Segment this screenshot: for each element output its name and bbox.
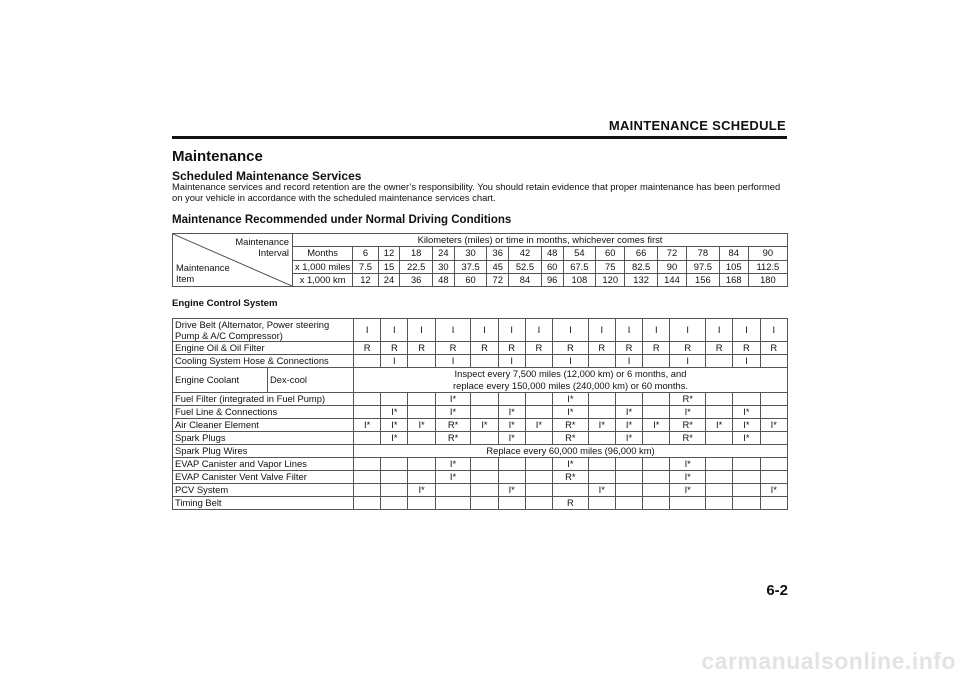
service-item-name: Fuel Line & Connections	[173, 406, 354, 419]
interval-cell: 97.5	[687, 260, 720, 273]
service-cell	[706, 458, 733, 471]
service-cell: I*	[498, 432, 525, 445]
service-table	[172, 318, 788, 510]
service-cell	[525, 406, 552, 419]
interval-cell: 45	[487, 260, 509, 273]
page-number: 6-2	[766, 582, 788, 599]
service-cell	[615, 497, 642, 510]
service-cell: R	[615, 342, 642, 355]
service-cell: I	[498, 319, 525, 342]
service-cell	[354, 432, 381, 445]
service-cell	[643, 355, 670, 368]
interval-cell: 48	[541, 247, 563, 260]
header-rule	[172, 136, 787, 139]
service-cell	[760, 432, 788, 445]
service-cell	[498, 471, 525, 484]
service-cell: I*	[615, 406, 642, 419]
service-cell: R	[471, 342, 498, 355]
service-cell	[525, 458, 552, 471]
corner-bottom-line1: Maintenance	[176, 262, 230, 273]
service-cell: R	[588, 342, 615, 355]
service-cell	[706, 497, 733, 510]
service-cell: I*	[760, 419, 788, 432]
service-item-name: Timing Belt	[173, 497, 354, 510]
service-cell	[588, 406, 615, 419]
service-cell	[471, 484, 498, 497]
service-cell	[471, 355, 498, 368]
coolant-type: Dex-cool	[268, 368, 354, 393]
interval-corner-cell	[173, 234, 293, 287]
service-cell	[408, 458, 435, 471]
service-cell	[381, 393, 408, 406]
interval-cell: 67.5	[563, 260, 596, 273]
service-cell	[525, 355, 552, 368]
corner-bottom-label	[176, 262, 230, 284]
service-cell: I*	[408, 419, 435, 432]
service-cell: I*	[760, 484, 788, 497]
section-header: MAINTENANCE SCHEDULE	[608, 118, 786, 133]
interval-cell: 78	[687, 247, 720, 260]
service-cell: I*	[525, 419, 552, 432]
interval-cell: 60	[454, 273, 487, 286]
interval-cell: 90	[657, 260, 686, 273]
service-item-name: Spark Plug Wires	[173, 445, 354, 458]
service-cell	[760, 458, 788, 471]
interval-cell: 75	[596, 260, 625, 273]
interval-cell: 37.5	[454, 260, 487, 273]
service-cell: I*	[408, 484, 435, 497]
interval-cell: 12	[353, 273, 378, 286]
service-cell: R	[381, 342, 408, 355]
interval-cell: 156	[687, 273, 720, 286]
service-cell: I	[615, 319, 642, 342]
table-title: Maintenance Recommended under Normal Driving Conditions	[172, 214, 512, 226]
service-cell	[643, 406, 670, 419]
service-cell	[733, 471, 760, 484]
service-cell	[588, 355, 615, 368]
service-item-name: Engine Coolant	[173, 368, 268, 393]
service-cell: R*	[435, 432, 471, 445]
service-cell	[525, 497, 552, 510]
service-cell: I*	[643, 419, 670, 432]
service-cell: R	[354, 342, 381, 355]
service-cell: I	[553, 319, 589, 342]
service-cell: I*	[381, 419, 408, 432]
service-cell	[706, 355, 733, 368]
service-item-name: PCV System	[173, 484, 354, 497]
service-cell	[588, 393, 615, 406]
service-row-fuel-filter	[173, 393, 788, 406]
service-cell: R*	[553, 419, 589, 432]
service-cell: I*	[733, 432, 760, 445]
service-cell: I*	[588, 484, 615, 497]
service-cell: R	[670, 342, 706, 355]
interval-cell: 84	[509, 273, 542, 286]
service-cell: R*	[435, 419, 471, 432]
service-cell: I*	[498, 484, 525, 497]
service-cell	[615, 471, 642, 484]
interval-cell: 72	[657, 247, 686, 260]
interval-cell: 84	[719, 247, 748, 260]
service-row-timing-belt	[173, 497, 788, 510]
interval-cell: 96	[541, 273, 563, 286]
service-cell	[615, 393, 642, 406]
service-cell: R	[408, 342, 435, 355]
interval-row-label: x 1,000 km	[293, 273, 353, 286]
service-cell: I*	[435, 471, 471, 484]
service-cell: I*	[381, 432, 408, 445]
service-cell: I*	[471, 419, 498, 432]
service-row-pcv	[173, 484, 788, 497]
service-cell	[408, 432, 435, 445]
service-cell	[471, 406, 498, 419]
interval-cell: 90	[748, 247, 787, 260]
service-cell: I*	[354, 419, 381, 432]
service-cell: I*	[670, 458, 706, 471]
service-cell	[408, 355, 435, 368]
service-cell	[354, 471, 381, 484]
service-cell	[471, 393, 498, 406]
service-cell	[643, 458, 670, 471]
service-cell	[733, 484, 760, 497]
service-cell: I*	[706, 419, 733, 432]
service-cell	[643, 393, 670, 406]
service-cell	[381, 497, 408, 510]
intro-paragraph: Maintenance services and record retention are the owner’s responsibility. You should retain evidence that proper maintenance has been performed on your vehicle in accordance with the scheduled maintenance services chart.	[172, 181, 781, 203]
service-cell	[471, 471, 498, 484]
service-cell: I	[381, 319, 408, 342]
service-cell: I*	[670, 484, 706, 497]
service-cell	[498, 497, 525, 510]
service-cell	[381, 484, 408, 497]
service-row-evap-vent	[173, 471, 788, 484]
service-row-engine-oil	[173, 342, 788, 355]
service-cell	[706, 432, 733, 445]
service-cell	[525, 484, 552, 497]
interval-row-label: x 1,000 miles	[293, 260, 353, 273]
interval-cell: 48	[433, 273, 455, 286]
service-row-evap-canister	[173, 458, 788, 471]
service-item-name: Spark Plugs	[173, 432, 354, 445]
service-cell: I*	[435, 406, 471, 419]
interval-cell: 144	[657, 273, 686, 286]
service-cell: I*	[553, 406, 589, 419]
service-cell: I	[498, 355, 525, 368]
service-note: Replace every 60,000 miles (96,000 km)	[354, 445, 788, 458]
service-cell: I*	[733, 419, 760, 432]
service-cell	[615, 484, 642, 497]
interval-cell: 132	[625, 273, 658, 286]
service-cell	[381, 471, 408, 484]
service-cell	[525, 471, 552, 484]
service-cell: I*	[381, 406, 408, 419]
interval-cell: 36	[487, 247, 509, 260]
interval-cell: 30	[454, 247, 487, 260]
service-cell: R	[706, 342, 733, 355]
service-cell	[760, 406, 788, 419]
service-cell	[408, 406, 435, 419]
service-row-spark-plugs	[173, 432, 788, 445]
service-cell	[553, 484, 589, 497]
service-cell	[525, 393, 552, 406]
service-cell: R	[435, 342, 471, 355]
service-cell: R	[553, 342, 589, 355]
service-item-name: EVAP Canister Vent Valve Filter	[173, 471, 354, 484]
service-cell: I	[670, 355, 706, 368]
service-cell	[733, 458, 760, 471]
service-cell	[498, 393, 525, 406]
interval-cell: 22.5	[400, 260, 433, 273]
service-cell	[471, 497, 498, 510]
service-cell	[588, 432, 615, 445]
corner-bottom-line2: Item	[176, 273, 195, 284]
service-cell: R*	[553, 471, 589, 484]
interval-cell: 60	[541, 260, 563, 273]
service-cell	[435, 484, 471, 497]
service-row-fuel-line	[173, 406, 788, 419]
service-cell: I	[588, 319, 615, 342]
service-cell	[643, 432, 670, 445]
service-row-coolant	[173, 368, 788, 393]
service-cell: I*	[553, 393, 589, 406]
service-cell	[471, 458, 498, 471]
service-cell	[408, 497, 435, 510]
interval-cell: 15	[378, 260, 400, 273]
service-row-drive-belt	[173, 319, 788, 342]
service-item-name: Cooling System Hose & Connections	[173, 355, 354, 368]
coolant-note-line2: replace every 150,000 miles (240,000 km) or 60 months.	[452, 380, 689, 391]
service-cell: R	[525, 342, 552, 355]
service-cell: I*	[435, 458, 471, 471]
service-cell	[760, 393, 788, 406]
service-cell: R	[733, 342, 760, 355]
service-cell	[733, 393, 760, 406]
service-cell: R*	[670, 419, 706, 432]
service-cell	[706, 406, 733, 419]
service-cell	[760, 471, 788, 484]
service-cell: I	[435, 355, 471, 368]
interval-cell: 24	[433, 247, 455, 260]
service-cell	[381, 458, 408, 471]
service-cell: I*	[553, 458, 589, 471]
service-cell	[760, 497, 788, 510]
interval-cell: 54	[563, 247, 596, 260]
service-item-name: Engine Oil & Oil Filter	[173, 342, 354, 355]
service-cell	[643, 471, 670, 484]
service-cell: I	[760, 319, 788, 342]
service-cell	[354, 393, 381, 406]
interval-cell: 24	[378, 273, 400, 286]
service-cell: R*	[553, 432, 589, 445]
service-cell	[615, 458, 642, 471]
interval-cell: 180	[748, 273, 787, 286]
service-row-air-cleaner	[173, 419, 788, 432]
service-cell: I*	[498, 419, 525, 432]
interval-cell: 168	[719, 273, 748, 286]
subheading: Scheduled Maintenance Services	[172, 169, 362, 183]
interval-cell: 18	[400, 247, 433, 260]
corner-top-label	[235, 236, 289, 258]
service-cell	[408, 471, 435, 484]
interval-cell: 72	[487, 273, 509, 286]
service-cell	[354, 406, 381, 419]
service-cell	[354, 355, 381, 368]
service-cell	[471, 432, 498, 445]
coolant-note-line1: Inspect every 7,500 miles (12,000 km) or 6 months, and	[454, 368, 687, 379]
interval-cell: 108	[563, 273, 596, 286]
service-cell: R	[760, 342, 788, 355]
service-cell: I	[706, 319, 733, 342]
interval-cell: 120	[596, 273, 625, 286]
service-cell: R*	[670, 432, 706, 445]
service-cell	[408, 393, 435, 406]
service-cell	[643, 484, 670, 497]
service-row-cooling-hose	[173, 355, 788, 368]
service-cell: I	[733, 319, 760, 342]
interval-cell: 6	[353, 247, 378, 260]
service-cell: I	[733, 355, 760, 368]
interval-cell: 12	[378, 247, 400, 260]
service-cell	[354, 497, 381, 510]
interval-cell: 66	[625, 247, 658, 260]
service-cell: I	[354, 319, 381, 342]
service-cell	[435, 497, 471, 510]
service-cell	[706, 393, 733, 406]
service-cell	[354, 484, 381, 497]
service-cell	[706, 471, 733, 484]
service-cell: I	[615, 355, 642, 368]
service-cell	[588, 471, 615, 484]
service-cell: R	[498, 342, 525, 355]
service-cell: I*	[498, 406, 525, 419]
interval-cell: 42	[509, 247, 542, 260]
corner-top-line1: Maintenance	[235, 236, 289, 247]
service-item-name: Drive Belt (Alternator, Power steering Pump & A/C Compressor)	[173, 319, 354, 342]
service-cell: R*	[670, 393, 706, 406]
service-cell: R	[553, 497, 589, 510]
interval-cell: 60	[596, 247, 625, 260]
section-label: Engine Control System	[172, 298, 278, 309]
service-cell: I	[553, 355, 589, 368]
service-cell: I	[525, 319, 552, 342]
service-cell: I*	[435, 393, 471, 406]
service-cell: I*	[615, 419, 642, 432]
service-cell	[706, 484, 733, 497]
service-cell: R	[643, 342, 670, 355]
service-cell: I	[435, 319, 471, 342]
service-item-name: Air Cleaner Element	[173, 419, 354, 432]
service-cell	[588, 458, 615, 471]
service-cell	[525, 432, 552, 445]
page-heading: Maintenance	[172, 148, 263, 165]
interval-cell: 105	[719, 260, 748, 273]
service-cell: I*	[615, 432, 642, 445]
interval-cell: 30	[433, 260, 455, 273]
watermark-logo: carmanualsonline.info	[701, 648, 956, 674]
interval-cell: 52.5	[509, 260, 542, 273]
service-cell	[733, 497, 760, 510]
service-row-spark-wires	[173, 445, 788, 458]
service-cell	[498, 458, 525, 471]
service-cell: I*	[670, 471, 706, 484]
service-item-name: EVAP Canister and Vapor Lines	[173, 458, 354, 471]
service-cell	[354, 458, 381, 471]
interval-table	[172, 233, 788, 287]
service-cell	[670, 497, 706, 510]
interval-cell: 82.5	[625, 260, 658, 273]
corner-top-line2: Interval	[258, 247, 289, 258]
service-cell: I	[408, 319, 435, 342]
interval-cell: 36	[400, 273, 433, 286]
service-cell: I	[381, 355, 408, 368]
coolant-note	[354, 368, 788, 393]
service-cell	[643, 497, 670, 510]
service-cell: I*	[588, 419, 615, 432]
interval-cell: 112.5	[748, 260, 787, 273]
service-cell: I*	[733, 406, 760, 419]
interval-span-header: Kilometers (miles) or time in months, whichever comes first	[293, 234, 788, 247]
service-cell	[760, 355, 788, 368]
interval-row-label: Months	[293, 247, 353, 260]
service-cell: I*	[670, 406, 706, 419]
service-cell	[588, 497, 615, 510]
service-cell: I	[471, 319, 498, 342]
interval-cell: 7.5	[353, 260, 378, 273]
service-item-name: Fuel Filter (integrated in Fuel Pump)	[173, 393, 354, 406]
service-cell: I	[643, 319, 670, 342]
service-cell: I	[670, 319, 706, 342]
